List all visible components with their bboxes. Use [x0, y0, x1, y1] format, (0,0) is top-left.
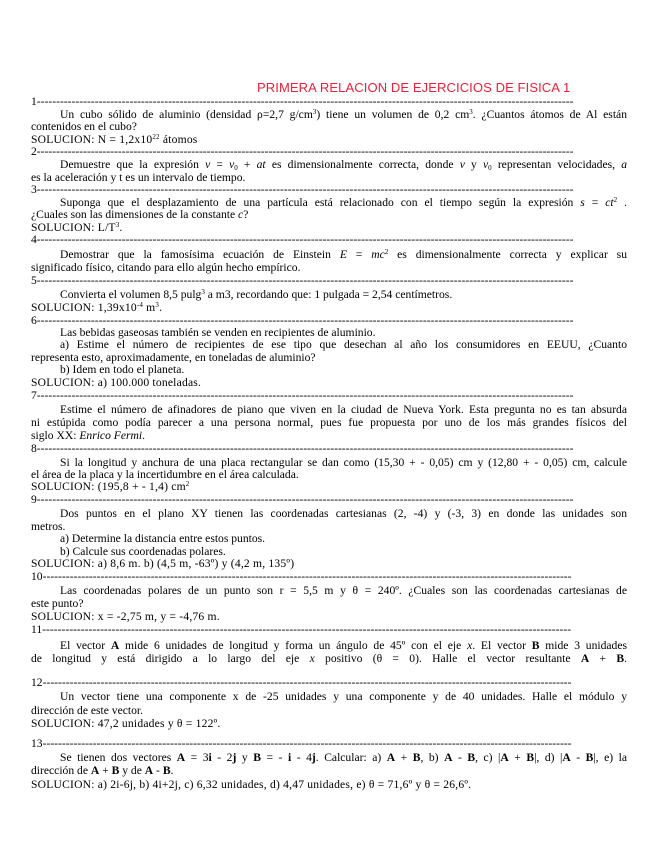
- problem-1-solution: SOLUCION: $N = 1,2x10^{22}$ átomos: [31, 134, 198, 146]
- problem-3-solution: SOLUCION: $L/T^3$.: [31, 222, 123, 234]
- problem-2-text-cont: es la aceleración y t es un intervalo de tiempo.: [31, 172, 246, 184]
- problem-7-text-end: siglo XX: Enrico Fermi.: [31, 430, 146, 442]
- problem-2-text: Demuestre que la expresión $v = v_0$ + at es dimensionalmente correcta, donde v y $v_0$ representan velocidades, a: [60, 159, 627, 171]
- separator-12: 12-----------------------------------------------------------------------------------------------------------------------------------------: [31, 677, 572, 689]
- problem-8-text: Si la longitud y anchura de una placa rectangular se dan como (15,30 + - 0,05) cm y (12,80 + - 0,05) cm, calcule: [60, 457, 627, 469]
- problem-5-text: Convierta el volumen 8,5 pulg$^3$ a m3, recordando que: 1 pulgada = 2,54 centímetros.: [60, 289, 453, 301]
- problem-9-text-cont: metros.: [31, 521, 66, 533]
- problem-8-text-cont: el área de la placa y la incertidumbre en el área calculada.: [31, 469, 299, 481]
- problem-13-solution: SOLUCION: a) 2i-6j, b) 4i+2j, c) 6,32 unidades, d) 4,47 unidades, e) θ = 71,6º y θ = 26,6º.: [31, 779, 472, 791]
- problem-10-solution: SOLUCION: x = -2,75 m, y = -4,76 m.: [31, 611, 220, 623]
- separator-13: 13-----------------------------------------------------------------------------------------------------------------------------------------: [31, 738, 572, 750]
- problem-7-text-cont: ni estúpida como podía parecer a una persona normal, pues fue propuesta por uno de los más grandes físicos del: [31, 417, 627, 429]
- separator-5: 5-------------------------------------------------------------------------------------------------------------------------------------------: [31, 275, 574, 287]
- problem-9-solution: SOLUCION: a) 8,6 m. b) (4,5 m, -63º) y (4,2 m, 135º): [31, 558, 295, 570]
- separator-11: 11-----------------------------------------------------------------------------------------------------------------------------------------: [31, 624, 572, 636]
- separator-8: 8-------------------------------------------------------------------------------------------------------------------------------------------: [31, 443, 574, 455]
- problem-4-text-cont: significado físico, citando para ello algún hecho empírico.: [31, 262, 301, 274]
- problem-11-text-cont: de longitud y está dirigido a lo largo del eje x positivo (θ = 0). Halle el vector resultante A + B.: [31, 653, 627, 665]
- separator-7: 7-------------------------------------------------------------------------------------------------------------------------------------------: [31, 390, 574, 402]
- page-title: PRIMERA RELACION DE EJERCICIOS DE FISICA 1: [257, 80, 571, 95]
- problem-8-solution: SOLUCION: (195,8 + - 1,4) $cm^2$: [31, 481, 190, 493]
- problem-12-text: Un vector tiene una componente x de -25 unidades y una componente y de 40 unidades. Halle el módulo y: [60, 691, 627, 703]
- problem-4-text: Demostrar que la famosísima ecuación de Einstein $E = mc^2$ es dimensionalmente correcta y explicar su: [60, 249, 627, 261]
- separator-10: 10-----------------------------------------------------------------------------------------------------------------------------------------: [31, 571, 572, 583]
- separator-3: 3-------------------------------------------------------------------------------------------------------------------------------------------: [31, 184, 574, 196]
- problem-6-solution: SOLUCION: a) 100.000 toneladas.: [31, 377, 202, 389]
- problem-3-text-cont: ¿Cuales son las dimensiones de la constante c?: [31, 209, 249, 221]
- problem-1-text-cont: contenidos en el cubo?: [31, 121, 137, 133]
- problem-1-text: Un cubo sólido de aluminio (densidad ρ=2,7 $g/cm^3$) tiene un volumen de 0,2 $cm^3$. ¿Cuantos átomos de Al están: [60, 109, 627, 121]
- separator-4: 4-------------------------------------------------------------------------------------------------------------------------------------------: [31, 234, 574, 246]
- separator-1: 1-------------------------------------------------------------------------------------------------------------------------------------------: [31, 96, 574, 108]
- problem-9-item-a: a) Determine la distancia entre estos puntos.: [60, 533, 266, 545]
- problem-13-text-cont: dirección de A + B y de A - B.: [31, 765, 174, 777]
- problem-10-text: Las coordenadas polares de un punto son r = 5,5 m y θ = 240º. ¿Cuales son las coordenadas cartesianas de: [60, 585, 627, 597]
- problem-12-solution: SOLUCION: 47,2 unidades y θ = 122º.: [31, 718, 221, 730]
- problem-6-item-a: a) Estime el número de recipientes de ese tipo que desechan al año los consumidores en EEUU, ¿Cuanto: [60, 339, 627, 351]
- problem-13-text: Se tienen dos vectores A = 3i - 2j y B = - i - 4j. Calcular: a) A + B, b) A - B, c) |A + B|, d) |A - B|, e) la: [60, 752, 627, 764]
- separator-9: 9-------------------------------------------------------------------------------------------------------------------------------------------: [31, 494, 574, 506]
- problem-7-text: Estime el número de afinadores de piano que viven en la ciudad de Nueva York. Esta pregunta no es tan absurda: [60, 404, 627, 416]
- problem-6-item-b: b) Idem en todo el planeta.: [60, 364, 185, 376]
- problem-11-text: El vector A mide 6 unidades de longitud y forma un ángulo de 45º con el eje x. El vector B mide 3 unidades: [60, 640, 627, 652]
- separator-2: 2-------------------------------------------------------------------------------------------------------------------------------------------: [31, 146, 574, 158]
- problem-6-text: Las bebidas gaseosas también se venden en recipientes de aluminio.: [60, 327, 376, 339]
- problem-12-text-cont: dirección de este vector.: [31, 705, 144, 717]
- separator-6: 6-------------------------------------------------------------------------------------------------------------------------------------------: [31, 315, 574, 327]
- problem-3-text: Suponga que el desplazamiento de una partícula está relacionado con el tiempo según la expresión $s = ct^2$ .: [60, 197, 627, 209]
- problem-9-item-b: b) Calcule sus coordenadas polares.: [60, 546, 226, 558]
- problem-6-item-a-cont: representa esto, aproximadamente, en toneladas de aluminio?: [31, 352, 316, 364]
- problem-9-text: Dos puntos en el plano XY tienen las coordenadas cartesianas (2, -4) y (-3, 3) en donde las unidades son: [60, 508, 627, 520]
- problem-5-solution: SOLUCION: $1,39x10^{-4}$ $m^3$.: [31, 302, 163, 314]
- problem-10-text-cont: este punto?: [31, 598, 84, 610]
